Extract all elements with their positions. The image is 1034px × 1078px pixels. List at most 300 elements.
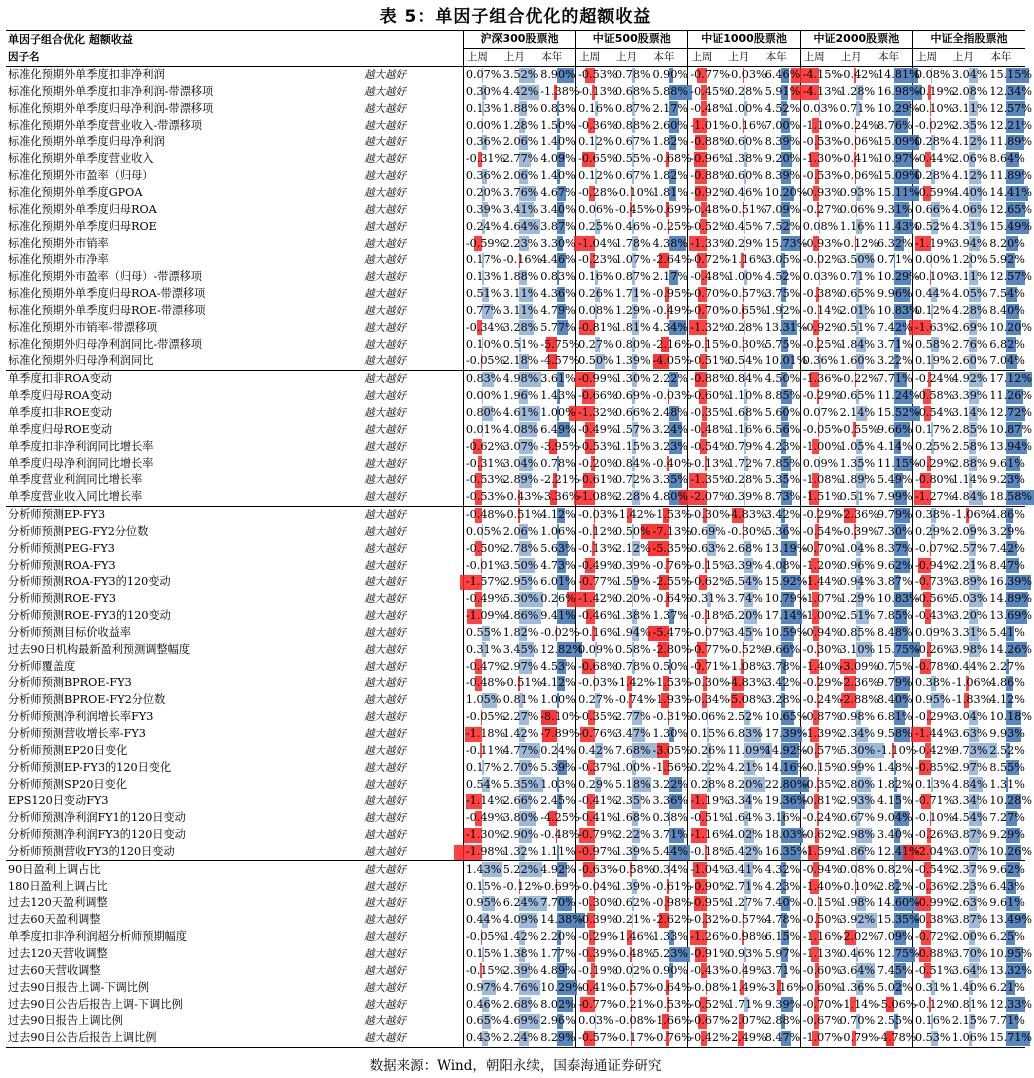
value-text: 4.23% xyxy=(764,879,801,893)
value-text: 7.85% xyxy=(877,609,913,623)
value-cell xyxy=(987,1013,1025,1030)
factor-name: 分析师预测目标价收益率 xyxy=(8,625,132,639)
value-cell xyxy=(538,336,580,353)
value-cell xyxy=(576,185,618,202)
value-text: 14.60% xyxy=(877,896,920,910)
factor-direction: 越大越好 xyxy=(364,102,407,115)
value-text: 7.71% xyxy=(989,1014,1025,1028)
value-text: -0.49% xyxy=(465,811,506,825)
value-cell xyxy=(650,66,687,83)
value-cell xyxy=(576,591,618,608)
value-cell xyxy=(875,946,920,963)
value-text: -0.51% xyxy=(727,202,767,216)
value-cell xyxy=(650,84,687,101)
value-text: -0.48% xyxy=(465,508,506,522)
value-cell xyxy=(950,776,987,793)
value-cell xyxy=(688,793,730,810)
value-text: -3.36% xyxy=(540,490,580,504)
value-cell xyxy=(650,319,687,336)
factor-direction: 越大越好 xyxy=(362,1030,463,1047)
value-cell xyxy=(800,861,843,878)
value-text: -0.05% xyxy=(465,710,506,724)
value-text: 4.12% xyxy=(540,676,576,690)
value-text: 1.38% xyxy=(502,946,539,960)
value-cell xyxy=(950,608,987,625)
value-cell xyxy=(763,591,808,608)
value-text: 0.71% xyxy=(839,101,876,115)
factor-name: 分析师预测EP-FY3 xyxy=(6,506,362,523)
value-cell xyxy=(538,235,575,252)
value-text: 3.71% xyxy=(877,337,913,351)
value-text: 4.28% xyxy=(951,303,988,317)
value-cell xyxy=(763,709,808,726)
value-cell xyxy=(501,218,538,235)
value-text: 0.31% xyxy=(690,592,726,606)
value-cell xyxy=(875,827,912,844)
value-cell xyxy=(538,286,575,303)
value-text: -2.64% xyxy=(652,253,692,267)
value-text: 0.26% xyxy=(578,287,614,301)
value-text: 0.17% xyxy=(914,422,951,436)
value-text: 2.89% xyxy=(502,473,539,487)
value-cell xyxy=(463,405,500,422)
value-cell xyxy=(875,557,912,574)
value-cell xyxy=(650,675,692,692)
value-cell xyxy=(838,235,879,252)
value-cell xyxy=(800,776,843,793)
value-text: 15.49% xyxy=(989,219,1032,233)
value-cell xyxy=(688,438,730,455)
value-text: -0.72% xyxy=(690,253,730,267)
value-text: -4.78% xyxy=(877,1031,917,1045)
value-text: -0.71% xyxy=(914,794,955,808)
value-text: -0.57% xyxy=(727,287,767,301)
value-text: 18.58% xyxy=(989,490,1032,504)
value-cell xyxy=(950,742,987,759)
value-cell xyxy=(501,252,543,269)
value-cell xyxy=(463,438,506,455)
value-text: 6.15% xyxy=(764,930,801,944)
value-cell xyxy=(838,641,875,658)
value-text: 11.89% xyxy=(989,169,1032,183)
value-cell xyxy=(725,658,767,675)
value-text: -0.65% xyxy=(578,152,618,166)
value-text: 0.07% xyxy=(802,405,839,419)
value-text: 3.22% xyxy=(652,777,689,791)
value-text: -0.73% xyxy=(914,575,955,589)
value-cell xyxy=(763,523,800,540)
value-text: 11.89% xyxy=(989,135,1032,149)
value-text: -0.53% xyxy=(578,68,618,82)
value-text: 9.41% xyxy=(540,609,576,623)
value-cell xyxy=(912,489,955,506)
value-cell xyxy=(912,962,955,979)
table-row xyxy=(6,185,1025,202)
value-text: 1.88% xyxy=(502,101,539,115)
value-cell xyxy=(650,793,687,810)
value-cell xyxy=(838,912,875,929)
value-cell xyxy=(501,489,543,506)
value-text: 11.15% xyxy=(877,456,920,470)
value-text: 3.87% xyxy=(540,219,576,233)
value-text: -0.45% xyxy=(690,84,730,98)
value-text: 4.06% xyxy=(951,202,988,216)
factor-direction: 越大越好 xyxy=(364,711,407,724)
value-text: 0.21% xyxy=(615,913,651,927)
value-cell xyxy=(538,625,580,642)
value-cell xyxy=(987,675,1025,692)
value-cell xyxy=(950,353,987,370)
value-text: 0.07% xyxy=(465,68,502,82)
value-cell xyxy=(463,336,500,353)
factor-name: 过去90日报告上调比例 xyxy=(8,1014,123,1028)
value-text: 9.73% xyxy=(951,743,988,757)
value-cell xyxy=(875,625,912,642)
value-text: 3.64% xyxy=(839,963,876,977)
value-cell xyxy=(763,319,808,336)
value-text: 8.39% xyxy=(764,135,801,149)
value-cell xyxy=(987,235,1025,252)
value-cell xyxy=(875,979,912,996)
value-text: -0.53% xyxy=(802,135,843,149)
value-text: -0.35% xyxy=(802,777,843,791)
value-cell xyxy=(950,692,992,709)
value-text: -0.81% xyxy=(802,794,843,808)
value-text: 22.80% xyxy=(764,777,808,791)
value-cell xyxy=(501,591,538,608)
value-cell xyxy=(463,810,506,827)
value-text: 14.92% xyxy=(764,743,808,757)
value-cell xyxy=(800,455,837,472)
value-cell xyxy=(875,405,920,422)
value-cell xyxy=(838,726,875,743)
value-cell xyxy=(987,84,1032,101)
value-cell xyxy=(875,185,920,202)
value-text: 2.45% xyxy=(540,794,576,808)
value-text: 3.11% xyxy=(951,270,988,284)
value-text: 3.87% xyxy=(951,913,988,927)
value-cell xyxy=(725,844,762,861)
value-text: -0.85% xyxy=(914,760,955,774)
value-cell xyxy=(763,608,808,625)
value-text: 0.69% xyxy=(690,524,726,538)
value-cell xyxy=(463,286,500,303)
value-cell xyxy=(950,979,987,996)
value-cell xyxy=(613,472,650,489)
value-text: -0.56% xyxy=(914,592,955,606)
value-cell xyxy=(838,336,875,353)
value-text: -1.08% xyxy=(802,473,843,487)
value-cell xyxy=(576,66,618,83)
value-cell xyxy=(501,388,538,405)
value-cell xyxy=(613,793,650,810)
value-text: -0.51% xyxy=(914,963,955,977)
value-text: 0.54% xyxy=(465,777,502,791)
value-cell xyxy=(613,438,650,455)
value-cell xyxy=(763,286,800,303)
value-cell xyxy=(688,523,725,540)
value-cell xyxy=(763,962,800,979)
value-cell xyxy=(463,370,500,387)
value-cell xyxy=(688,878,730,895)
subcol-ytd: 本年 xyxy=(875,48,912,66)
value-text: 4.09% xyxy=(540,152,576,166)
value-cell xyxy=(501,151,538,168)
factor-direction: 越大越好 xyxy=(364,626,407,639)
value-cell xyxy=(463,455,506,472)
value-text: 6.25% xyxy=(989,930,1025,944)
value-text: 0.28% xyxy=(727,84,763,98)
value-cell xyxy=(838,117,879,134)
value-cell xyxy=(875,506,912,523)
value-cell xyxy=(763,370,800,387)
value-text: 11.24% xyxy=(877,389,920,403)
value-cell xyxy=(838,810,875,827)
value-cell xyxy=(912,726,955,743)
value-text: 1.64% xyxy=(727,811,763,825)
value-text: 0.16% xyxy=(578,101,614,115)
value-cell xyxy=(875,658,912,675)
table-row xyxy=(6,759,1025,776)
value-cell xyxy=(725,168,762,185)
value-cell xyxy=(613,658,650,675)
value-text: 0.25% xyxy=(578,219,614,233)
value-text: 0.20% xyxy=(615,592,651,606)
value-cell xyxy=(800,608,843,625)
value-cell xyxy=(538,1030,575,1047)
value-text: 4.36% xyxy=(540,287,576,301)
value-text: -0.93% xyxy=(802,236,843,250)
value-cell xyxy=(987,692,1025,709)
value-cell xyxy=(912,742,955,759)
value-text: -0.18% xyxy=(690,844,730,858)
value-cell xyxy=(912,827,955,844)
value-text: -2.62% xyxy=(652,913,692,927)
value-text: 0.84% xyxy=(615,456,651,470)
value-cell xyxy=(763,895,800,912)
subcol-ytd: 本年 xyxy=(987,48,1025,66)
value-cell xyxy=(463,979,500,996)
value-cell xyxy=(950,759,987,776)
value-cell xyxy=(725,675,767,692)
value-text: 0.72% xyxy=(615,473,651,487)
factor-direction: 越大越好 xyxy=(362,506,463,523)
value-text: 2.52% xyxy=(727,710,763,724)
value-cell xyxy=(725,235,762,252)
value-text: -0.15% xyxy=(802,896,843,910)
value-text: 4.38% xyxy=(652,236,689,250)
value-text: -1.14% xyxy=(839,997,879,1011)
value-text: 1.43% xyxy=(540,389,576,403)
value-cell xyxy=(800,878,843,895)
value-text: 10.59% xyxy=(764,625,808,639)
value-cell xyxy=(576,759,618,776)
value-cell xyxy=(763,793,808,810)
value-text: -1.07% xyxy=(802,1031,843,1045)
value-cell xyxy=(576,709,618,726)
value-cell xyxy=(463,962,506,979)
value-text: 0.15% xyxy=(465,946,502,960)
value-text: 1.31% xyxy=(989,777,1025,791)
value-text: -0.34% xyxy=(465,320,506,334)
value-text: 2.57% xyxy=(951,541,988,555)
value-cell xyxy=(763,540,808,557)
value-cell xyxy=(950,84,987,101)
factor-name: 标准化预期外单季度GPOA xyxy=(8,186,143,200)
value-text: 4.14% xyxy=(877,439,913,453)
value-cell xyxy=(463,793,506,810)
factor-direction: 越大越好 xyxy=(364,593,407,606)
table-row xyxy=(6,319,1025,336)
value-cell xyxy=(725,709,762,726)
value-text: -0.35% xyxy=(578,710,618,724)
value-text: -0.41% xyxy=(578,794,618,808)
value-cell xyxy=(576,303,613,320)
value-text: -0.67% xyxy=(802,1014,843,1028)
value-text: -0.02% xyxy=(802,253,843,267)
value-text: -0.69% xyxy=(652,202,692,216)
value-cell xyxy=(987,591,1032,608)
value-cell xyxy=(688,100,730,117)
value-text: 3.28% xyxy=(502,320,539,334)
value-cell xyxy=(838,489,875,506)
value-text: -0.38% xyxy=(802,287,843,301)
value-text: -0.20% xyxy=(578,456,618,470)
value-text: 0.06% xyxy=(839,202,876,216)
factor-name: 过去90日公告后报告上调比例 xyxy=(6,1030,362,1047)
value-text: 3.20% xyxy=(951,609,988,623)
value-text: 2.06% xyxy=(502,524,539,538)
subcol-last-week: 上周 xyxy=(576,48,613,66)
value-cell xyxy=(800,405,837,422)
value-text: 5.35% xyxy=(764,473,801,487)
value-cell xyxy=(576,962,618,979)
value-text: -0.64% xyxy=(652,592,692,606)
value-text: 0.83% xyxy=(540,101,576,115)
value-text: 15.35% xyxy=(877,913,920,927)
value-cell xyxy=(838,1030,879,1047)
value-text: 10.29% xyxy=(877,270,920,284)
value-text: -0.48% xyxy=(690,101,730,115)
value-text: -0.57% xyxy=(802,743,843,757)
value-cell xyxy=(463,759,500,776)
value-text: 3.10% xyxy=(839,642,876,656)
value-cell xyxy=(688,455,730,472)
value-cell xyxy=(950,895,987,912)
value-cell xyxy=(463,861,500,878)
value-text: 7.00% xyxy=(764,118,801,132)
table-row xyxy=(6,996,1025,1013)
factor-direction: 越大越好 xyxy=(364,728,407,741)
value-text: -0.76% xyxy=(652,1031,692,1045)
value-text: 0.24% xyxy=(465,219,502,233)
value-cell xyxy=(613,353,650,370)
value-text: 2.69% xyxy=(951,320,988,334)
value-text: 0.46% xyxy=(465,997,502,1011)
value-text: -0.62% xyxy=(802,828,843,842)
value-cell xyxy=(725,827,762,844)
factor-name: 分析师预测EP-FY3的120日变化 xyxy=(8,760,172,774)
factor-name: 单季度营业收入同比增长率 xyxy=(8,490,143,504)
data-source-note: 数据来源：Wind，朝阳永续，国泰海通证券研究 xyxy=(369,1058,662,1074)
value-cell xyxy=(763,303,800,320)
value-text: -0.49% xyxy=(727,963,767,977)
value-cell xyxy=(875,793,912,810)
value-cell xyxy=(725,336,767,353)
value-text: -1.35% xyxy=(690,473,730,487)
value-cell xyxy=(987,353,1025,370)
value-text: 0.31% xyxy=(465,642,502,656)
value-text: -0.48% xyxy=(690,422,730,436)
value-cell xyxy=(501,319,538,336)
value-text: 1.82% xyxy=(877,777,913,791)
value-text: 2.60% xyxy=(951,354,988,368)
value-cell xyxy=(800,810,843,827)
value-text: 2.28% xyxy=(615,490,651,504)
value-text: -0.16% xyxy=(578,625,618,639)
value-text: 3.71% xyxy=(652,828,689,842)
value-text: 10.95% xyxy=(989,946,1032,960)
corner-label: 单因子组合优化 超额收益 xyxy=(6,31,463,49)
factor-name: 分析师预测ROA-FY3的120变动 xyxy=(8,575,171,589)
factor-name: 过去120天盈利调整 xyxy=(8,896,108,910)
value-cell xyxy=(650,336,692,353)
value-text: -0.95% xyxy=(690,896,730,910)
value-text: 0.96% xyxy=(839,558,876,572)
value-text: 2.48% xyxy=(652,405,689,419)
value-text: -0.02% xyxy=(914,118,955,132)
value-text: 0.39% xyxy=(727,490,763,504)
value-text: 0.00% xyxy=(914,253,951,267)
value-cell xyxy=(950,861,987,878)
value-text: -0.27% xyxy=(802,202,843,216)
value-cell xyxy=(763,658,800,675)
value-text: 6.46% xyxy=(764,68,801,82)
value-text: -0.72% xyxy=(914,930,955,944)
value-text: 0.90% xyxy=(652,963,689,977)
value-cell xyxy=(838,506,879,523)
value-cell xyxy=(650,996,692,1013)
value-cell xyxy=(613,709,650,726)
value-text: -0.54% xyxy=(914,405,955,419)
value-cell xyxy=(912,658,955,675)
value-text: 6.21% xyxy=(989,980,1025,994)
value-cell xyxy=(613,557,650,574)
value-cell xyxy=(576,269,613,286)
value-text: 0.50% xyxy=(615,524,651,538)
value-text: 7.09% xyxy=(764,202,801,216)
table-row xyxy=(6,286,1025,303)
value-text: -0.08% xyxy=(690,980,730,994)
value-cell xyxy=(763,472,800,489)
value-text: -0.12% xyxy=(839,236,879,250)
value-cell xyxy=(763,421,800,438)
value-cell xyxy=(800,946,843,963)
value-text: -8.10% xyxy=(540,710,580,724)
value-text: 19.36% xyxy=(764,794,808,808)
group-zz2000: 中证2000股票池 xyxy=(800,31,912,49)
value-text: -1.10% xyxy=(802,118,843,132)
value-text: 1.98% xyxy=(839,896,876,910)
value-cell xyxy=(463,625,500,642)
value-cell xyxy=(987,168,1032,185)
table-row xyxy=(6,405,1025,422)
value-text: 6.56% xyxy=(764,422,801,436)
value-text: 2.55% xyxy=(877,1014,913,1028)
value-text: -1.08% xyxy=(578,490,618,504)
value-text: 2.23% xyxy=(951,879,988,893)
value-text: 3.30% xyxy=(540,236,576,250)
